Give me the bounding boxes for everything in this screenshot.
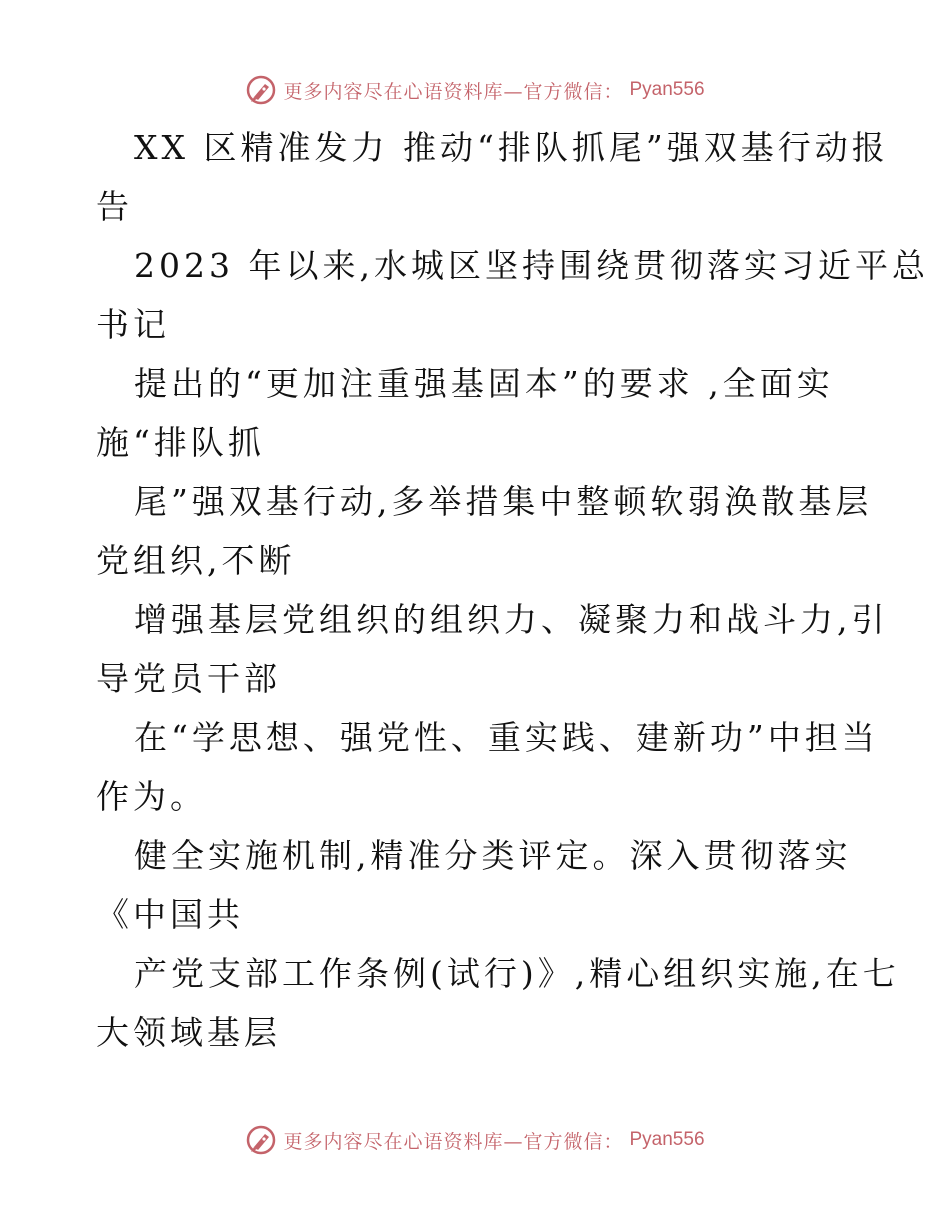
text-line: 产党支部工作条例(试行)》,精心组织实施,在七 bbox=[134, 954, 900, 993]
document-body bbox=[96, 118, 929, 1062]
header-contact: Pyan556 bbox=[629, 79, 705, 100]
header-watermark-text: 更多内容尽在心语资料库—官方微信： bbox=[283, 80, 624, 103]
text-line: 增强基层党组织的组织力、凝聚力和战斗力,引 bbox=[134, 600, 889, 639]
text-line: XX 区精准发力 推动“排队抓尾”强双基行动报 bbox=[134, 128, 889, 167]
text-line: 书记 bbox=[96, 305, 170, 344]
text-line: 大领域基层 bbox=[96, 1013, 281, 1052]
footer-watermark-text: 更多内容尽在心语资料库—官方微信： bbox=[283, 1130, 624, 1153]
text-line: 施“排队抓 bbox=[96, 423, 265, 462]
text-line: 尾”强双基行动,多举措集中整顿软弱涣散基层 bbox=[134, 482, 873, 521]
text-line: 2023 年以来,水城区坚持围绕贯彻落实习近平总 bbox=[134, 246, 929, 285]
text-line: 在“学思想、强党性、重实践、建新功”中担当 bbox=[134, 718, 879, 757]
header-watermark bbox=[0, 70, 950, 110]
text-line: 提出的“更加注重强基固本”的要求 ,全面实 bbox=[134, 364, 834, 403]
text-line: 健全实施机制,精准分类评定。深入贯彻落实 bbox=[134, 836, 852, 875]
text-line: 党组织,不断 bbox=[96, 541, 296, 580]
text-line: 作为。 bbox=[96, 777, 207, 816]
text-line: 告 bbox=[96, 187, 133, 226]
footer-watermark bbox=[0, 1120, 950, 1160]
pen-nib-circle-icon bbox=[245, 1124, 277, 1156]
footer-contact: Pyan556 bbox=[629, 1129, 705, 1150]
pen-nib-circle-icon bbox=[245, 74, 277, 106]
text-line: 《中国共 bbox=[96, 895, 244, 934]
text-line: 导党员干部 bbox=[96, 659, 281, 698]
